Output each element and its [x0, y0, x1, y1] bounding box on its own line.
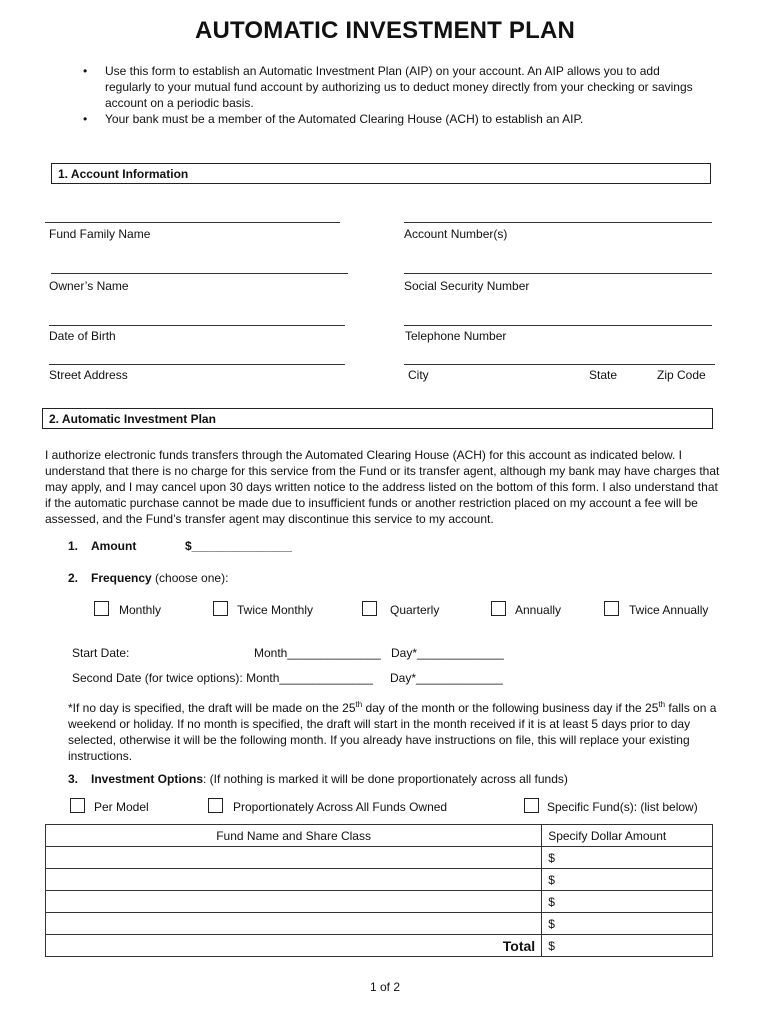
- investment-options-line: [91, 772, 568, 786]
- dollar-amount-cell[interactable]: $: [542, 869, 713, 891]
- state-label: State: [589, 368, 618, 382]
- dob-label: Date of Birth: [49, 329, 116, 343]
- table-row: [46, 913, 713, 935]
- proportionately-checkbox[interactable]: [208, 798, 223, 813]
- amount-field[interactable]: $_______________: [185, 539, 292, 553]
- second-day-field[interactable]: Day*_____________: [390, 671, 503, 685]
- note-text: *If no day is specified, the draft will be made on the 25: [68, 701, 356, 715]
- frequency-label: Frequency: [91, 571, 152, 585]
- note-superscript: th: [355, 700, 363, 709]
- monthly-checkbox[interactable]: [94, 601, 109, 616]
- proportionately-label: Proportionately Across All Funds Owned: [233, 800, 448, 814]
- fund-name-cell[interactable]: [46, 891, 542, 913]
- form-title: AUTOMATIC INVESTMENT PLAN: [194, 17, 576, 44]
- amount-number: 1.: [68, 539, 79, 553]
- start-date-label: Start Date:: [72, 646, 130, 660]
- per-model-label: Per Model: [94, 800, 149, 814]
- twice-annually-checkbox[interactable]: [604, 601, 619, 616]
- telephone-label: Telephone Number: [405, 329, 507, 343]
- frequency-line: [91, 571, 228, 585]
- intro-bullets: [83, 63, 703, 127]
- table-row: [46, 847, 713, 869]
- annually-checkbox[interactable]: [491, 601, 506, 616]
- dob-field[interactable]: [49, 325, 345, 326]
- frequency-hint: (choose one):: [151, 571, 229, 585]
- zip-label: Zip Code: [657, 368, 706, 382]
- section-1-heading: 1. Account Information: [51, 163, 711, 184]
- note-text: day of the month or the following business day if the 25: [362, 701, 659, 715]
- fund-allocation-table: [45, 824, 713, 957]
- fund-name-header: Fund Name and Share Class: [46, 825, 542, 847]
- frequency-number: 2.: [68, 571, 79, 585]
- street-label: Street Address: [49, 368, 128, 382]
- fund-family-label: Fund Family Name: [49, 227, 151, 241]
- page-number: 1 of 2: [369, 980, 401, 994]
- city-state-zip-field[interactable]: [404, 364, 715, 365]
- draft-note: [68, 697, 728, 764]
- quarterly-label: Quarterly: [390, 603, 440, 617]
- dollar-amount-header: Specify Dollar Amount: [542, 825, 713, 847]
- investment-options-hint: : (If nothing is marked it will be done proportionately across all funds): [203, 772, 568, 786]
- total-amount-cell[interactable]: $: [542, 935, 713, 957]
- start-month-field[interactable]: Month______________: [254, 646, 381, 660]
- fund-name-cell[interactable]: [46, 913, 542, 935]
- investment-options-label: Investment Options: [91, 772, 204, 786]
- total-row: [46, 935, 713, 957]
- authorization-text: I authorize electronic funds transfers through the Automated Clearing House (ACH) for this account as indicated below. I understand that there is no charge for this service from the Fund or its transfer agent, although my bank may have charges that may apply, and I may cancel upon 30 days written notice to the address listed on the bottom of this form. I also understand that if the automatic purchase cannot be made due to insufficient funds or another restriction placed on my account a fee will be assessed, and the Fund’s transfer agent may discontinue this service to my account.: [45, 448, 720, 526]
- twice-annually-label: Twice Annually: [629, 603, 709, 617]
- account-number-label: Account Number(s): [404, 227, 508, 241]
- dollar-amount-cell[interactable]: $: [542, 847, 713, 869]
- city-label: City: [408, 368, 429, 382]
- second-date-month-field[interactable]: Second Date (for twice options): Month______________: [72, 671, 373, 685]
- owner-name-field[interactable]: [51, 273, 348, 274]
- owner-name-label: Owner’s Name: [49, 279, 129, 293]
- intro-bullet: • Your bank must be a member of the Automated Clearing House (ACH) to establish an AIP.: [83, 111, 703, 127]
- twice-monthly-checkbox[interactable]: [213, 601, 228, 616]
- fund-name-cell[interactable]: [46, 869, 542, 891]
- monthly-label: Monthly: [119, 603, 162, 617]
- account-number-field[interactable]: [404, 222, 712, 223]
- ssn-label: Social Security Number: [404, 279, 530, 293]
- per-model-checkbox[interactable]: [70, 798, 85, 813]
- annually-label: Annually: [515, 603, 562, 617]
- note-text: falls on a weekend or holiday. If no month is specified, the draft will start in the month received if it is at least 5 days prior to day selected, otherwise it will be the following month. If you already have instructions on file, this will replace your existing instructions.: [68, 701, 717, 763]
- street-field[interactable]: [49, 364, 345, 365]
- specific-funds-checkbox[interactable]: [524, 798, 539, 813]
- start-day-field[interactable]: Day*_____________: [391, 646, 504, 660]
- amount-label: Amount: [91, 539, 137, 553]
- ssn-field[interactable]: [404, 273, 712, 274]
- quarterly-checkbox[interactable]: [362, 601, 377, 616]
- fund-name-cell[interactable]: [46, 847, 542, 869]
- intro-bullet: • Use this form to establish an Automatic Investment Plan (AIP) on your account. An AIP allows you to add regularly to your mutual fund account by authorizing us to deduct money directly from your checking or savings account on a periodic basis.: [83, 63, 703, 111]
- note-superscript: th: [658, 700, 666, 709]
- investment-options-number: 3.: [68, 772, 79, 786]
- table-row: [46, 891, 713, 913]
- telephone-field[interactable]: [404, 325, 712, 326]
- fund-family-field[interactable]: [45, 222, 340, 223]
- twice-monthly-label: Twice Monthly: [237, 603, 314, 617]
- dollar-amount-cell[interactable]: $: [542, 913, 713, 935]
- table-row: [46, 869, 713, 891]
- specific-funds-label: Specific Fund(s): (list below): [547, 800, 698, 814]
- total-label: Total: [46, 935, 542, 957]
- table-header-row: [46, 825, 713, 847]
- section-2-heading: 2. Automatic Investment Plan: [42, 408, 713, 429]
- dollar-amount-cell[interactable]: $: [542, 891, 713, 913]
